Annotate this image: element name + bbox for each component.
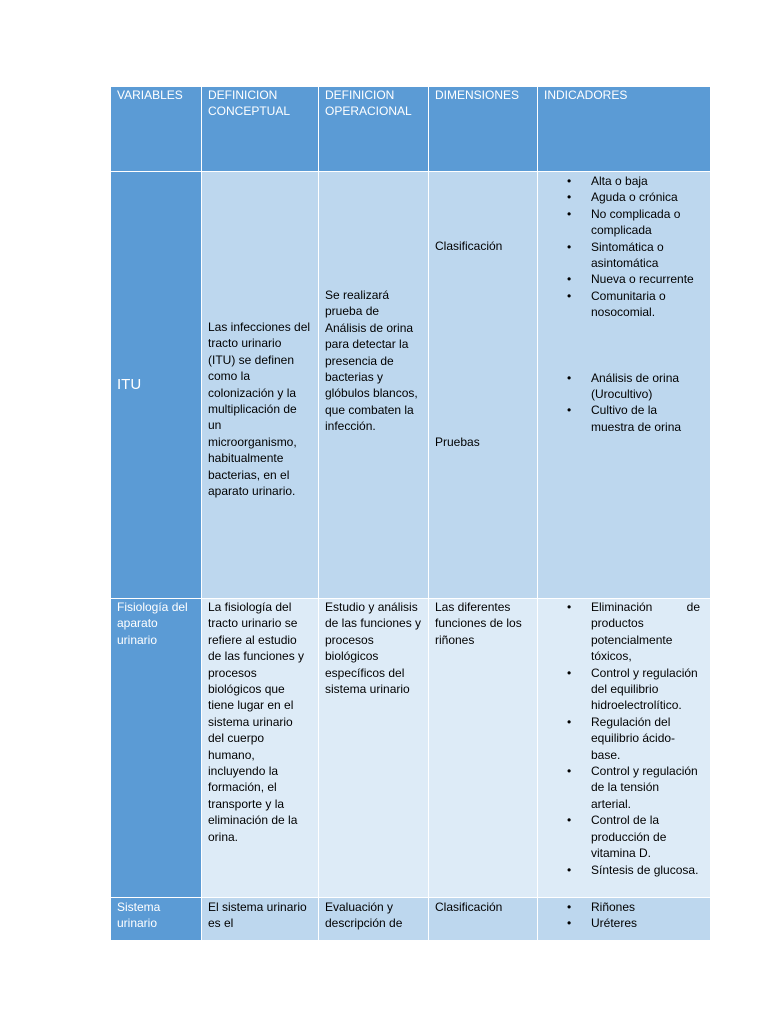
list-item: • Sintomática o asintomática [544, 239, 704, 272]
conceptual-cell: La fisiología del tracto urinario se refiere al estudio de las funciones y procesos biológicos que tiene lugar en el sistema urinario del cuerpo humano, incluyendo la formación, el transporte y la eliminación de la orina. [202, 599, 319, 898]
list-gap [544, 321, 704, 370]
operacional-text: Se realizará prueba de Análisis de orina para detectar la presencia de bacterias y glóbulos blancos, que combaten la infección. [325, 288, 418, 434]
header-indicadores: INDICADORES [538, 87, 711, 172]
header-definicion-operacional: DEFINICION OPERACIONAL [319, 87, 429, 172]
variable-cell: Sistema urinario [111, 898, 202, 941]
dimension-text: Clasificación [435, 239, 503, 253]
indicator-list [544, 899, 704, 932]
indicadores-cell [538, 172, 711, 599]
list-item: • Síntesis de glucosa. [544, 862, 704, 878]
conceptual-cell [202, 172, 319, 599]
list-item: • Aguda o crónica [544, 189, 704, 205]
list-item: • Regulación del equilibrio ácido-base. [544, 714, 704, 763]
list-item: • Cultivo de la muestra de orina [544, 402, 704, 435]
indicator-list [544, 173, 704, 321]
list-item: • Análisis de orina (Urocultivo) [544, 370, 704, 403]
table-row-sistema-urinario [111, 898, 711, 941]
dimensiones-cell [429, 172, 538, 599]
table-header-row [111, 87, 711, 172]
header-dimensiones: DIMENSIONES [429, 87, 538, 172]
dimensiones-cell: Las diferentes funciones de los riñones [429, 599, 538, 898]
list-item: • Riñones [544, 899, 704, 915]
list-item: • Control y regulación del equilibrio hidroelectrolítico. [544, 665, 704, 714]
operacional-cell: Evaluación y descripción de [319, 898, 429, 941]
operacional-cell [319, 172, 429, 599]
list-item: • No complicada o complicada [544, 206, 704, 239]
list-item: • Nueva o recurrente [544, 271, 704, 287]
operacional-cell: Estudio y análisis de las funciones y procesos biológicos específicos del sistema urinario [319, 599, 429, 898]
variables-table [110, 86, 711, 941]
header-variables: VARIABLES [111, 87, 202, 172]
conceptual-cell: El sistema urinario es el [202, 898, 319, 941]
list-item: • Uréteres [544, 915, 704, 931]
variable-cell: Fisiología del aparato urinario [111, 599, 202, 898]
dimension-text: Pruebas [435, 435, 480, 450]
indicator-list [544, 370, 704, 436]
header-definicion-conceptual: DEFINICION CONCEPTUAL [202, 87, 319, 172]
table-row-itu [111, 172, 711, 599]
indicadores-cell [538, 898, 711, 941]
indicator-list [544, 599, 704, 878]
list-item: • Eliminación de productos potencialmente tóxicos, [544, 599, 704, 665]
indicadores-cell [538, 599, 711, 898]
variable-cell: ITU [111, 172, 202, 599]
conceptual-text: Las infecciones del tracto urinario (ITU) se definen como la colonización y la multiplicación de un microorganismo, habitualmente bacterias, en el aparato urinario. [208, 320, 311, 499]
list-item: • Comunitaria o nosocomial. [544, 288, 704, 321]
dimensiones-cell: Clasificación [429, 898, 538, 941]
table-row-fisiologia [111, 599, 711, 898]
list-item: • Control y regulación de la tensión arterial. [544, 763, 704, 812]
list-item: • Control de la producción de vitamina D. [544, 812, 704, 861]
list-item: • Alta o baja [544, 173, 704, 189]
